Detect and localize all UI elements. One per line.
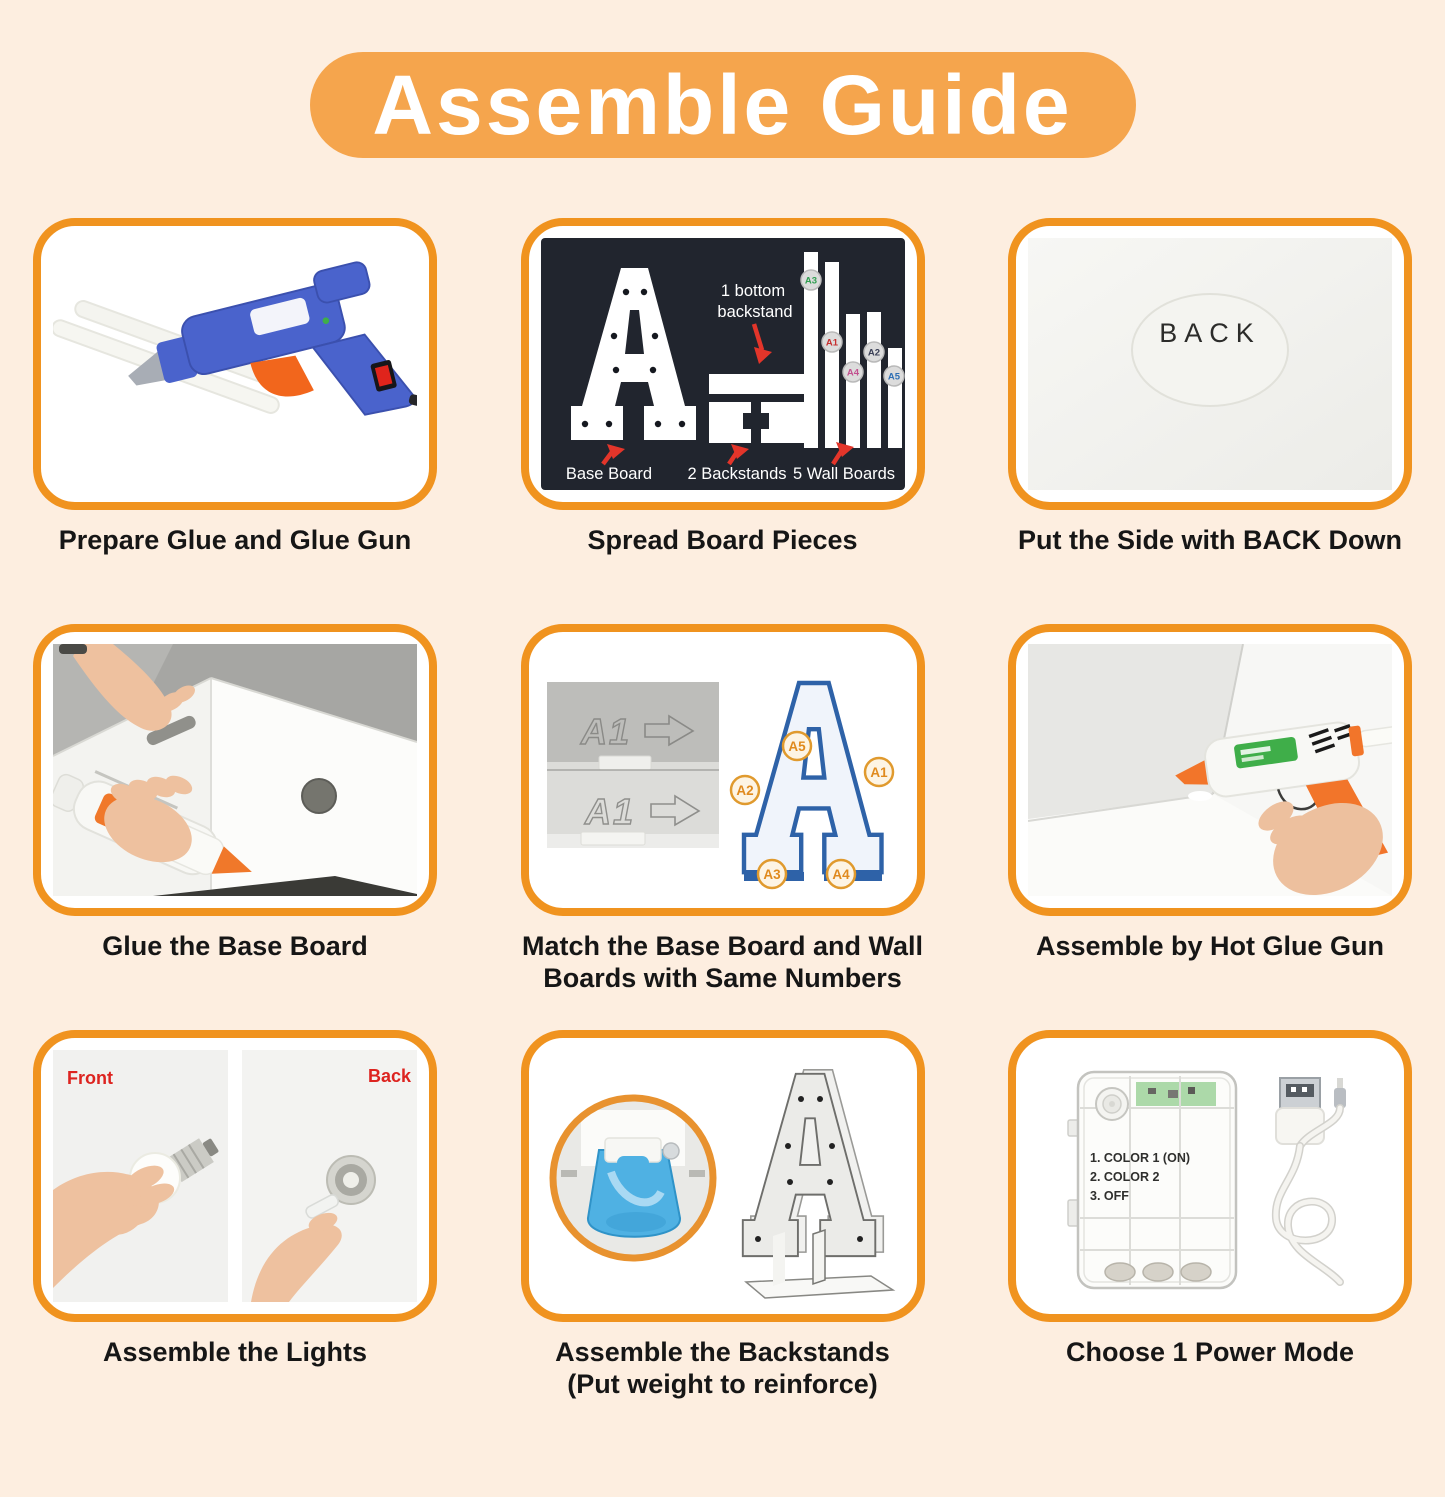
svg-text:3. OFF: 3. OFF [1090, 1189, 1129, 1203]
backstands-illustration [541, 1050, 905, 1302]
marking-a1-bottom: A1 [584, 791, 635, 832]
board-pieces-diagram [541, 238, 905, 490]
water-bag-inset [553, 1098, 713, 1258]
step-7-cell [33, 1030, 437, 1402]
marking-a1-top: A1 [580, 711, 631, 752]
badge-a4: A4 [846, 367, 859, 379]
step-8-cell [521, 1030, 925, 1402]
badge-a2: A2 [735, 783, 754, 798]
svg-text:1 bottom: 1 bottom [720, 282, 785, 300]
svg-text:Base Board: Base Board [565, 465, 652, 483]
hot-glue-gun-photo [1028, 644, 1392, 896]
match-numbers-diagram [541, 644, 905, 896]
step-1-caption: Prepare Glue and Glue Gun [58, 525, 412, 555]
step-9-caption: Choose 1 Power Mode [1065, 1337, 1355, 1367]
power-mode-illustration [1028, 1050, 1392, 1302]
board-hole [302, 779, 336, 813]
back-sticker-oval [1132, 294, 1288, 406]
step-4-caption: Glue the Base Board [102, 931, 368, 961]
badge-a3: A3 [804, 275, 817, 287]
step-5-caption: Match the Base Board and Wall Boards with Same Numbers [521, 931, 924, 993]
step-6-photo [1008, 624, 1412, 916]
step-4-photo [33, 624, 437, 916]
step-5-cell [521, 624, 925, 996]
svg-text:2. COLOR 2: 2. COLOR 2 [1090, 1170, 1160, 1184]
glue-base-board-photo [53, 644, 417, 896]
battery-box-icon [1068, 1072, 1236, 1288]
step-8-photo [521, 1030, 925, 1322]
back-label: Back [367, 1066, 411, 1086]
step-1-photo [33, 218, 437, 510]
step-3-photo [1008, 218, 1412, 510]
svg-text:5 Wall Boards: 5 Wall Boards [792, 465, 895, 483]
badge-a3: A3 [762, 867, 781, 882]
badge-a1: A1 [869, 765, 888, 780]
svg-text:backstand: backstand [716, 303, 793, 321]
badge-a5: A5 [787, 739, 806, 754]
step-7-photo [33, 1030, 437, 1322]
badge-a4: A4 [831, 867, 850, 882]
step-6-caption: Assemble by Hot Glue Gun [1035, 931, 1385, 961]
step-2-photo [521, 218, 925, 510]
step-2-cell [521, 218, 925, 590]
step-9-photo [1008, 1030, 1412, 1322]
page-title: Assemble Guide [310, 52, 1136, 158]
step-3-caption: Put the Side with BACK Down [1018, 525, 1402, 555]
step-2-caption: Spread Board Pieces [587, 525, 858, 555]
step-7-caption: Assemble the Lights [102, 1337, 368, 1367]
step-9-cell [1008, 1030, 1412, 1402]
svg-text:1. COLOR 1 (ON): 1. COLOR 1 (ON) [1090, 1151, 1191, 1165]
lights-photo [53, 1050, 417, 1302]
badge-a2: A2 [867, 347, 880, 359]
step-1-cell [33, 218, 437, 590]
step-8-caption: Assemble the Backstands (Put weight to reinforce) [555, 1337, 890, 1399]
svg-text:2 Backstands: 2 Backstands [686, 465, 787, 483]
steps-grid [0, 218, 1445, 1402]
glue-bead [1188, 791, 1212, 801]
step-3-cell [1008, 218, 1412, 590]
back-label: BACK [1159, 318, 1261, 348]
step-6-cell [1008, 624, 1412, 996]
step-4-cell [33, 624, 437, 996]
step-5-photo [521, 624, 925, 916]
glue-gun-illustration [53, 238, 417, 490]
back-side-photo [1028, 238, 1392, 490]
numbering-closeup-inset [547, 682, 719, 848]
badge-a5: A5 [887, 371, 900, 383]
badge-a1: A1 [825, 337, 838, 349]
front-label: Front [67, 1068, 113, 1088]
